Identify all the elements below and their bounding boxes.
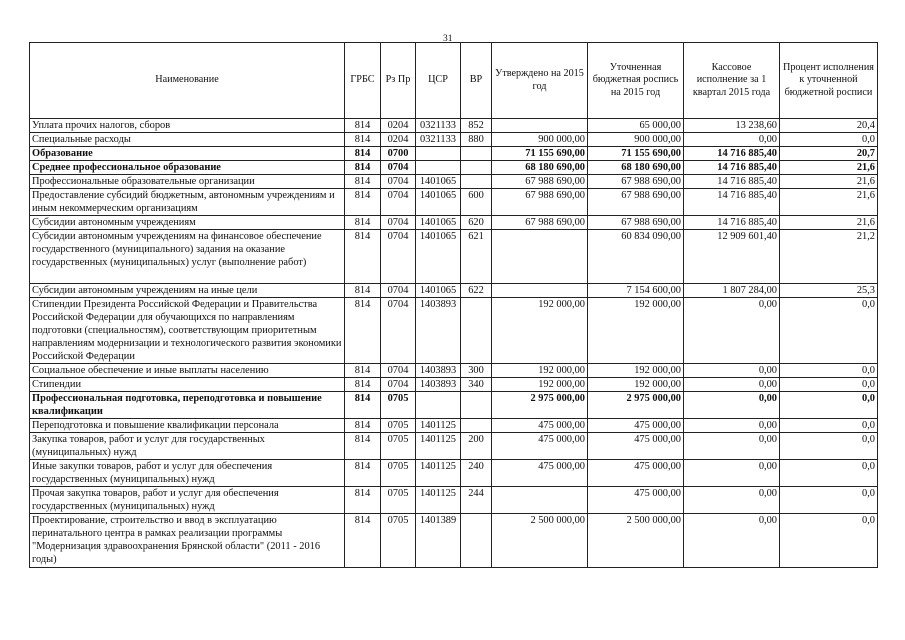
row-refined: 67 988 690,00 xyxy=(588,216,684,230)
row-rzpr: 0704 xyxy=(381,216,416,230)
row-csr: 1403893 xyxy=(416,364,461,378)
row-csr: 1403893 xyxy=(416,378,461,392)
row-rzpr: 0705 xyxy=(381,392,416,419)
row-rzpr: 0705 xyxy=(381,419,416,433)
row-refined: 7 154 600,00 xyxy=(588,284,684,298)
row-csr: 1401065 xyxy=(416,284,461,298)
row-cash: 14 716 885,40 xyxy=(684,161,780,175)
row-approved xyxy=(492,119,588,133)
row-csr xyxy=(416,392,461,419)
row-refined: 192 000,00 xyxy=(588,378,684,392)
row-percent: 0,0 xyxy=(780,487,878,514)
row-refined: 475 000,00 xyxy=(588,460,684,487)
row-approved: 475 000,00 xyxy=(492,419,588,433)
row-refined: 192 000,00 xyxy=(588,298,684,364)
row-cash: 0,00 xyxy=(684,378,780,392)
header-rzpr: Рз Пр xyxy=(381,43,416,119)
table-row xyxy=(30,419,878,433)
row-rzpr: 0204 xyxy=(381,119,416,133)
table-row xyxy=(30,392,878,419)
row-rzpr: 0704 xyxy=(381,378,416,392)
row-name: Субсидии автономным учреждениям на финансовое обеспечение государственного (муниципального) задания на оказание государственных (муниципальных) услуг (выполнение работ) xyxy=(30,230,345,284)
row-refined: 2 975 000,00 xyxy=(588,392,684,419)
row-grbs: 814 xyxy=(345,284,381,298)
table-row xyxy=(30,487,878,514)
row-cash: 0,00 xyxy=(684,460,780,487)
row-name: Проектирование, строительство и ввод в эксплуатацию перинатального центра в рамках реализации программы "Модернизация здравоохранения Брянской области" (2011 - 2016 годы) xyxy=(30,514,345,568)
row-rzpr: 0704 xyxy=(381,175,416,189)
table-row xyxy=(30,175,878,189)
row-csr: 1401389 xyxy=(416,514,461,568)
row-name: Стипендии Президента Российской Федерации и Правительства Российской Федерации для обучающихся по направлениям подготовки (специальностям), соответствующим приоритетным направлениям модернизации и технологического развития экономики Российской Федерации xyxy=(30,298,345,364)
table-row xyxy=(30,298,878,364)
row-refined: 71 155 690,00 xyxy=(588,147,684,161)
header-vr: ВР xyxy=(461,43,492,119)
row-refined: 60 834 090,00 xyxy=(588,230,684,284)
table-row xyxy=(30,433,878,460)
header-row xyxy=(30,43,878,119)
row-name: Образование xyxy=(30,147,345,161)
row-csr: 1401125 xyxy=(416,433,461,460)
row-vr xyxy=(461,161,492,175)
row-grbs: 814 xyxy=(345,175,381,189)
page-number: 31 xyxy=(443,34,453,44)
row-percent: 0,0 xyxy=(780,298,878,364)
row-csr: 1401065 xyxy=(416,189,461,216)
row-vr: 621 xyxy=(461,230,492,284)
row-name: Профессиональная подготовка, переподготовка и повышение квалификации xyxy=(30,392,345,419)
table-row xyxy=(30,147,878,161)
row-cash: 0,00 xyxy=(684,433,780,460)
row-grbs: 814 xyxy=(345,460,381,487)
row-vr xyxy=(461,147,492,161)
row-csr: 1401065 xyxy=(416,216,461,230)
row-vr: 622 xyxy=(461,284,492,298)
row-refined: 475 000,00 xyxy=(588,487,684,514)
row-cash: 14 716 885,40 xyxy=(684,147,780,161)
row-grbs: 814 xyxy=(345,161,381,175)
row-rzpr: 0705 xyxy=(381,433,416,460)
row-csr: 1401065 xyxy=(416,230,461,284)
row-name: Стипендии xyxy=(30,378,345,392)
row-percent: 20,7 xyxy=(780,147,878,161)
row-cash: 14 716 885,40 xyxy=(684,175,780,189)
row-refined: 67 988 690,00 xyxy=(588,175,684,189)
table-row xyxy=(30,161,878,175)
row-percent: 25,3 xyxy=(780,284,878,298)
header-cash: Кассовое исполнение за 1 квартал 2015 года xyxy=(684,43,780,119)
row-rzpr: 0204 xyxy=(381,133,416,147)
row-name: Социальное обеспечение и иные выплаты населению xyxy=(30,364,345,378)
row-refined: 65 000,00 xyxy=(588,119,684,133)
row-vr: 300 xyxy=(461,364,492,378)
row-rzpr: 0704 xyxy=(381,230,416,284)
row-vr: 600 xyxy=(461,189,492,216)
row-name: Закупка товаров, работ и услуг для государственных (муниципальных) нужд xyxy=(30,433,345,460)
row-grbs: 814 xyxy=(345,298,381,364)
row-grbs: 814 xyxy=(345,147,381,161)
row-grbs: 814 xyxy=(345,230,381,284)
row-grbs: 814 xyxy=(345,364,381,378)
row-refined: 68 180 690,00 xyxy=(588,161,684,175)
table-row xyxy=(30,230,878,284)
table-row xyxy=(30,378,878,392)
header-grbs: ГРБС xyxy=(345,43,381,119)
row-vr: 200 xyxy=(461,433,492,460)
row-percent: 0,0 xyxy=(780,364,878,378)
row-cash: 0,00 xyxy=(684,392,780,419)
row-approved: 192 000,00 xyxy=(492,364,588,378)
row-csr: 1401125 xyxy=(416,460,461,487)
table-row xyxy=(30,189,878,216)
row-approved: 2 975 000,00 xyxy=(492,392,588,419)
row-refined: 475 000,00 xyxy=(588,433,684,460)
row-name: Субсидии автономным учреждениям xyxy=(30,216,345,230)
row-percent: 21,6 xyxy=(780,216,878,230)
row-grbs: 814 xyxy=(345,419,381,433)
row-vr xyxy=(461,392,492,419)
row-csr: 1403893 xyxy=(416,298,461,364)
row-vr xyxy=(461,419,492,433)
row-approved: 192 000,00 xyxy=(492,378,588,392)
row-grbs: 814 xyxy=(345,514,381,568)
row-percent: 20,4 xyxy=(780,119,878,133)
row-approved: 67 988 690,00 xyxy=(492,216,588,230)
row-grbs: 814 xyxy=(345,119,381,133)
row-name: Уплата прочих налогов, сборов xyxy=(30,119,345,133)
row-refined: 900 000,00 xyxy=(588,133,684,147)
row-vr: 240 xyxy=(461,460,492,487)
row-approved: 68 180 690,00 xyxy=(492,161,588,175)
row-name: Иные закупки товаров, работ и услуг для обеспечения государственных (муниципальных) нужд xyxy=(30,460,345,487)
row-grbs: 814 xyxy=(345,216,381,230)
row-percent: 21,2 xyxy=(780,230,878,284)
row-cash: 0,00 xyxy=(684,298,780,364)
row-grbs: 814 xyxy=(345,133,381,147)
row-approved: 475 000,00 xyxy=(492,433,588,460)
table-body xyxy=(30,119,878,568)
row-approved: 2 500 000,00 xyxy=(492,514,588,568)
row-approved: 900 000,00 xyxy=(492,133,588,147)
row-rzpr: 0704 xyxy=(381,189,416,216)
table-row xyxy=(30,133,878,147)
row-csr: 0321133 xyxy=(416,133,461,147)
row-rzpr: 0704 xyxy=(381,284,416,298)
header-percent: Процент исполнения к уточненной бюджетной росписи xyxy=(780,43,878,119)
row-grbs: 814 xyxy=(345,433,381,460)
row-name: Специальные расходы xyxy=(30,133,345,147)
row-approved: 71 155 690,00 xyxy=(492,147,588,161)
table-row xyxy=(30,364,878,378)
row-refined: 67 988 690,00 xyxy=(588,189,684,216)
table-row xyxy=(30,460,878,487)
row-rzpr: 0704 xyxy=(381,161,416,175)
row-percent: 21,6 xyxy=(780,175,878,189)
row-approved xyxy=(492,487,588,514)
row-vr: 340 xyxy=(461,378,492,392)
row-csr: 0321133 xyxy=(416,119,461,133)
row-vr: 244 xyxy=(461,487,492,514)
row-name: Переподготовка и повышение квалификации персонала xyxy=(30,419,345,433)
row-percent: 0,0 xyxy=(780,460,878,487)
row-cash: 0,00 xyxy=(684,487,780,514)
row-name: Прочая закупка товаров, работ и услуг для обеспечения государственных (муниципальных) нужд xyxy=(30,487,345,514)
row-name: Субсидии автономным учреждениям на иные цели xyxy=(30,284,345,298)
row-percent: 0,0 xyxy=(780,392,878,419)
row-cash: 14 716 885,40 xyxy=(684,216,780,230)
header-name: Наименование xyxy=(30,43,345,119)
row-percent: 0,0 xyxy=(780,433,878,460)
row-cash: 0,00 xyxy=(684,133,780,147)
header-refined: Уточненная бюджетная роспись на 2015 год xyxy=(588,43,684,119)
row-approved: 475 000,00 xyxy=(492,460,588,487)
table-row xyxy=(30,119,878,133)
table-row xyxy=(30,216,878,230)
table-row xyxy=(30,284,878,298)
row-csr: 1401065 xyxy=(416,175,461,189)
row-grbs: 814 xyxy=(345,487,381,514)
row-cash: 13 238,60 xyxy=(684,119,780,133)
row-cash: 12 909 601,40 xyxy=(684,230,780,284)
row-percent: 0,0 xyxy=(780,133,878,147)
row-cash: 1 807 284,00 xyxy=(684,284,780,298)
row-vr xyxy=(461,514,492,568)
row-vr xyxy=(461,175,492,189)
row-csr: 1401125 xyxy=(416,419,461,433)
row-csr: 1401125 xyxy=(416,487,461,514)
row-csr xyxy=(416,147,461,161)
row-refined: 475 000,00 xyxy=(588,419,684,433)
row-approved: 192 000,00 xyxy=(492,298,588,364)
row-rzpr: 0705 xyxy=(381,514,416,568)
header-approved: Утверждено на 2015 год xyxy=(492,43,588,119)
row-approved xyxy=(492,230,588,284)
table-row xyxy=(30,514,878,568)
row-rzpr: 0704 xyxy=(381,298,416,364)
row-grbs: 814 xyxy=(345,392,381,419)
header-csr: ЦСР xyxy=(416,43,461,119)
row-refined: 2 500 000,00 xyxy=(588,514,684,568)
row-cash: 0,00 xyxy=(684,514,780,568)
row-cash: 0,00 xyxy=(684,419,780,433)
row-csr xyxy=(416,161,461,175)
row-percent: 21,6 xyxy=(780,189,878,216)
row-rzpr: 0700 xyxy=(381,147,416,161)
row-approved: 67 988 690,00 xyxy=(492,189,588,216)
row-name: Среднее профессиональное образование xyxy=(30,161,345,175)
row-rzpr: 0705 xyxy=(381,460,416,487)
row-percent: 21,6 xyxy=(780,161,878,175)
budget-table xyxy=(29,42,878,568)
row-percent: 0,0 xyxy=(780,419,878,433)
row-rzpr: 0705 xyxy=(381,487,416,514)
row-rzpr: 0704 xyxy=(381,364,416,378)
row-approved xyxy=(492,284,588,298)
row-name: Предоставление субсидий бюджетным, автономным учреждениям и иным некоммерческим организациям xyxy=(30,189,345,216)
row-approved: 67 988 690,00 xyxy=(492,175,588,189)
row-vr: 620 xyxy=(461,216,492,230)
row-percent: 0,0 xyxy=(780,514,878,568)
row-refined: 192 000,00 xyxy=(588,364,684,378)
row-vr: 852 xyxy=(461,119,492,133)
row-cash: 0,00 xyxy=(684,364,780,378)
row-grbs: 814 xyxy=(345,378,381,392)
row-vr xyxy=(461,298,492,364)
row-name: Профессиональные образовательные организации xyxy=(30,175,345,189)
row-vr: 880 xyxy=(461,133,492,147)
row-percent: 0,0 xyxy=(780,378,878,392)
row-grbs: 814 xyxy=(345,189,381,216)
row-cash: 14 716 885,40 xyxy=(684,189,780,216)
